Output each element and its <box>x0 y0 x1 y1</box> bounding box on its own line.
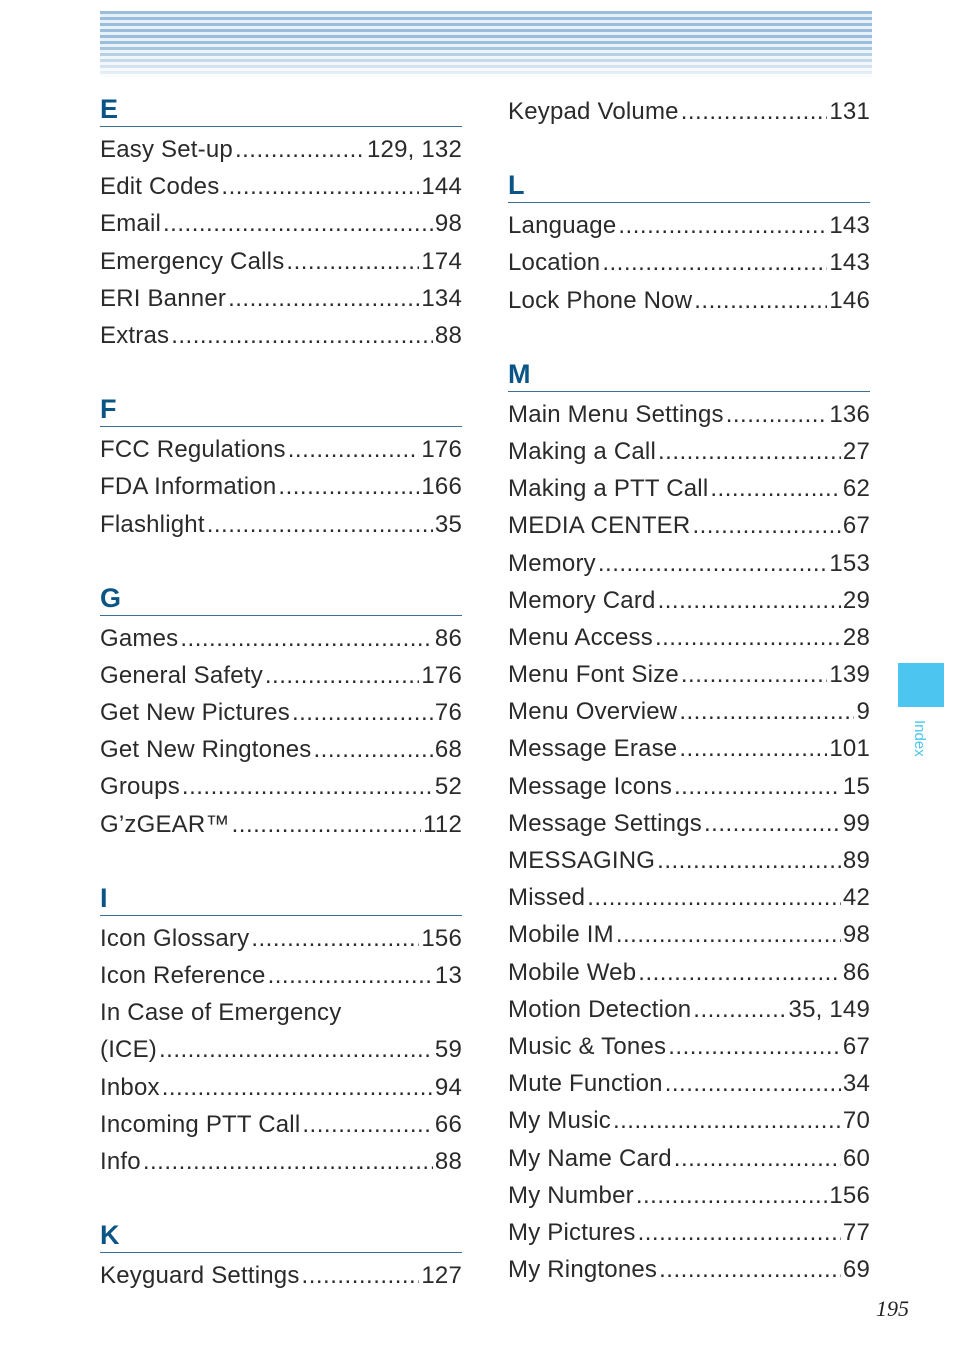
dot-leader <box>251 920 419 957</box>
index-entry-page: 112 <box>423 810 462 838</box>
index-entry-term: Missed <box>508 884 586 912</box>
index-entry <box>508 1140 870 1177</box>
index-section <box>100 92 462 354</box>
dot-leader <box>182 768 433 805</box>
index-entry <box>508 282 870 319</box>
index-entry-term: Music & Tones <box>508 1032 667 1060</box>
index-entry <box>508 1065 870 1102</box>
index-entry-term: Language <box>508 212 617 240</box>
dot-leader <box>668 1028 841 1065</box>
index-entry <box>508 1102 870 1139</box>
index-entry <box>508 842 870 879</box>
index-entry-page: 139 <box>829 661 870 689</box>
dot-leader <box>692 507 840 544</box>
dot-leader <box>618 207 827 244</box>
dot-leader <box>180 620 433 657</box>
index-entry-page: 156 <box>421 924 462 952</box>
dot-leader <box>143 1143 433 1180</box>
index-entry <box>100 243 462 280</box>
index-entry-page: 143 <box>829 212 870 240</box>
dot-leader <box>163 205 433 242</box>
section-letter-heading: E <box>100 92 462 127</box>
index-section <box>508 93 870 130</box>
index-entry-term: Mobile IM <box>508 921 614 949</box>
index-entry-page: 59 <box>434 1036 462 1064</box>
dot-leader <box>159 1031 433 1068</box>
dot-leader <box>638 1214 841 1251</box>
index-entry <box>100 1257 462 1294</box>
index-entry-page: 94 <box>434 1073 462 1101</box>
index-entry-term: My Number <box>508 1181 634 1209</box>
index-entry-term: Incoming PTT Call <box>100 1110 301 1138</box>
index-entry-page: 86 <box>434 624 462 652</box>
dot-leader <box>704 805 841 842</box>
index-entry-term: Menu Overview <box>508 698 678 726</box>
header-banner <box>100 11 872 77</box>
index-entry <box>508 244 870 281</box>
index-entry-page: 15 <box>842 772 870 800</box>
index-entry-term: Making a PTT Call <box>508 475 709 503</box>
dot-leader <box>674 1140 841 1177</box>
index-entry-term: Emergency Calls <box>100 247 285 275</box>
index-entry <box>100 431 462 468</box>
index-entry <box>508 545 870 582</box>
index-entry <box>508 433 870 470</box>
index-entry-page: 176 <box>421 436 462 464</box>
index-entry-term: G’zGEAR™ <box>100 810 230 838</box>
index-entry-page: 70 <box>842 1107 870 1135</box>
index-entry-page: 127 <box>421 1262 462 1290</box>
index-entry <box>100 620 462 657</box>
index-entry-page: 144 <box>421 173 462 201</box>
index-entry-term: Mobile Web <box>508 958 637 986</box>
index-entry-term: Location <box>508 249 601 277</box>
index-entry-term: Message Erase <box>508 735 678 763</box>
index-entry-page: 166 <box>421 473 462 501</box>
index-entry <box>100 657 462 694</box>
index-entry <box>100 205 462 242</box>
index-entry <box>100 1143 462 1180</box>
index-entry-page: 76 <box>434 699 462 727</box>
index-entry-page: 62 <box>842 475 870 503</box>
index-entry <box>508 619 870 656</box>
dot-leader <box>657 842 841 879</box>
dot-leader <box>659 1251 841 1288</box>
index-entry <box>100 280 462 317</box>
index-section <box>100 881 462 1180</box>
section-letter-heading: M <box>508 357 870 392</box>
dot-leader <box>613 1102 841 1139</box>
index-entry <box>508 396 870 433</box>
section-letter-heading: G <box>100 581 462 616</box>
index-entry-term: Email <box>100 210 162 238</box>
index-entry-page: 27 <box>842 437 870 465</box>
dot-leader <box>302 1257 420 1294</box>
index-entry-term: Main Menu Settings <box>508 400 724 428</box>
dot-leader <box>658 433 841 470</box>
index-entry <box>508 693 870 730</box>
index-entry-page: 52 <box>434 773 462 801</box>
index-entry-page: 136 <box>829 400 870 428</box>
index-entry-page: 35, 149 <box>788 995 870 1023</box>
index-entry-term: (ICE) <box>100 1036 157 1064</box>
index-entry <box>100 131 462 168</box>
index-entry <box>508 1214 870 1251</box>
index-entry-term: Message Icons <box>508 772 673 800</box>
side-tab-label: Index <box>911 720 928 757</box>
index-entry-page: 67 <box>842 1032 870 1060</box>
index-entry <box>100 1069 462 1106</box>
index-section <box>100 1218 462 1294</box>
index-entry-term: Easy Set-up <box>100 136 233 163</box>
index-entry-page: 60 <box>842 1144 870 1172</box>
dot-leader <box>674 768 841 805</box>
index-tab-marker <box>898 663 944 707</box>
index-entry <box>100 317 462 354</box>
index-entry-page: 89 <box>842 847 870 874</box>
index-entry <box>508 1177 870 1214</box>
dot-leader <box>602 244 827 281</box>
index-entry-page: 13 <box>434 962 462 989</box>
dot-leader <box>235 131 365 168</box>
index-entry <box>508 879 870 916</box>
page-number: 195 <box>876 1296 909 1321</box>
dot-leader <box>292 694 433 731</box>
index-entry-page: 129, 132 <box>366 136 462 163</box>
index-entry-page: 67 <box>842 512 870 540</box>
index-column-left <box>100 92 462 1332</box>
index-entry-page: 66 <box>434 1110 462 1138</box>
index-section <box>508 357 870 1289</box>
dot-leader <box>679 730 827 767</box>
index-section <box>100 392 462 543</box>
dot-leader <box>655 619 841 656</box>
index-entry-term: Memory <box>508 549 596 577</box>
index-entry <box>508 954 870 991</box>
index-entry-page: 98 <box>842 921 870 949</box>
dot-leader <box>658 582 841 619</box>
index-entry <box>508 1251 870 1288</box>
dot-leader <box>616 916 841 953</box>
index-entry <box>508 507 870 544</box>
dot-leader <box>636 1177 828 1214</box>
index-entry-page: 146 <box>829 286 870 314</box>
index-entry <box>100 168 462 205</box>
dot-leader <box>694 282 827 319</box>
index-entry <box>508 730 870 767</box>
index-entry <box>508 470 870 507</box>
dot-leader <box>228 280 419 317</box>
index-entry <box>100 468 462 505</box>
index-entry-page: 9 <box>856 698 870 726</box>
index-entry-term: Keyguard Settings <box>100 1262 300 1290</box>
dot-leader <box>638 954 841 991</box>
index-entry <box>508 656 870 693</box>
dot-leader <box>171 317 433 354</box>
index-entry-page: 176 <box>421 661 462 689</box>
section-letter-heading: F <box>100 392 462 427</box>
index-entry <box>100 920 462 957</box>
index-column-right <box>508 92 870 1326</box>
index-entry-term: Flashlight <box>100 510 205 538</box>
index-entry-page: 29 <box>842 586 870 614</box>
section-letter-heading: K <box>100 1218 462 1253</box>
index-entry <box>508 991 870 1028</box>
dot-leader <box>207 506 433 543</box>
dot-leader <box>665 1065 841 1102</box>
index-entry-term: Lock Phone Now <box>508 286 693 314</box>
index-entry-page: 69 <box>842 1256 870 1284</box>
index-entry-page: 28 <box>842 623 870 651</box>
index-entry-term: Inbox <box>100 1073 160 1101</box>
index-entry-term: Mute Function <box>508 1070 663 1098</box>
index-entry <box>508 582 870 619</box>
dot-leader <box>681 656 827 693</box>
index-entry-term: Icon Glossary <box>100 924 250 952</box>
index-entry <box>508 916 870 953</box>
index-entry-page: 134 <box>421 284 462 312</box>
index-entry-page: 88 <box>434 321 462 349</box>
section-letter-heading: I <box>100 881 462 916</box>
index-entry <box>508 93 870 130</box>
index-entry-term: Message Settings <box>508 809 702 837</box>
index-entry-term: FDA Information <box>100 473 277 501</box>
index-entry-term: ERI Banner <box>100 284 227 312</box>
index-entry-page: 68 <box>434 736 462 764</box>
index-entry-page: 153 <box>829 549 870 577</box>
section-letter-heading: L <box>508 168 870 203</box>
index-entry-term: Making a Call <box>508 437 656 465</box>
index-entry <box>100 957 462 994</box>
index-entry <box>100 806 462 843</box>
dot-leader <box>587 879 841 916</box>
index-entry-page: 174 <box>421 247 462 275</box>
index-entry-page: 34 <box>842 1070 870 1098</box>
index-entry <box>508 805 870 842</box>
index-entry <box>100 694 462 731</box>
index-entry-term: Games <box>100 624 179 652</box>
index-entry <box>100 1106 462 1143</box>
dot-leader <box>679 693 854 730</box>
dot-leader <box>232 806 422 843</box>
dot-leader <box>314 731 433 768</box>
dot-leader <box>265 657 419 694</box>
dot-leader <box>162 1069 433 1106</box>
index-entry-page: 35 <box>434 510 462 538</box>
index-entry-term: My Pictures <box>508 1218 636 1246</box>
index-entry <box>508 207 870 244</box>
dot-leader <box>302 1106 433 1143</box>
index-entry-term: FCC Regulations <box>100 436 286 464</box>
index-entry-page: 77 <box>842 1218 870 1246</box>
dot-leader <box>286 243 419 280</box>
index-entry-term: My Name Card <box>508 1144 672 1172</box>
index-entry-page: 98 <box>434 210 462 238</box>
dot-leader <box>681 93 828 130</box>
index-section <box>508 168 870 319</box>
index-section <box>100 581 462 843</box>
index-entry-term: My Ringtones <box>508 1256 658 1284</box>
dot-leader <box>278 468 419 505</box>
index-entry <box>100 1031 462 1068</box>
dot-leader <box>693 991 786 1028</box>
dot-leader <box>288 431 420 468</box>
dot-leader <box>268 957 433 994</box>
index-entry-term: Extras <box>100 321 170 349</box>
index-entry-term: Keypad Volume <box>508 98 679 125</box>
index-entry-term: Edit Codes <box>100 173 220 201</box>
index-entry-page: 99 <box>842 809 870 837</box>
dot-leader <box>221 168 419 205</box>
index-entry-term: Get New Pictures <box>100 699 290 727</box>
index-entry-term: Menu Font Size <box>508 661 679 689</box>
index-entry <box>100 768 462 805</box>
index-entry-term: General Safety <box>100 661 263 689</box>
index-entry-term: Info <box>100 1147 141 1175</box>
index-entry-term: My Music <box>508 1107 611 1135</box>
dot-leader <box>710 470 841 507</box>
index-entry-term: In Case of Emergency <box>100 999 342 1027</box>
index-entry-page: 101 <box>829 735 870 763</box>
index-entry-term: Memory Card <box>508 586 656 614</box>
index-entry-term: Menu Access <box>508 623 653 651</box>
index-entry-page: 156 <box>829 1181 870 1209</box>
index-entry <box>100 731 462 768</box>
index-entry <box>100 506 462 543</box>
index-entry-page: 42 <box>842 884 870 912</box>
index-entry-term: Get New Ringtones <box>100 736 312 764</box>
dot-leader <box>598 545 827 582</box>
dot-leader <box>726 396 828 433</box>
index-entry-page: 86 <box>842 958 870 986</box>
index-entry-term: MEDIA CENTER <box>508 512 691 540</box>
index-entry-page: 143 <box>829 249 870 277</box>
index-entry <box>508 768 870 805</box>
index-entry-page: 88 <box>434 1147 462 1175</box>
index-entry-term: Icon Reference <box>100 962 266 989</box>
index-entry-term: Motion Detection <box>508 995 692 1023</box>
index-entry-page: 131 <box>829 98 870 125</box>
index-entry-term: Groups <box>100 773 180 801</box>
index-entry <box>508 1028 870 1065</box>
index-entry <box>100 994 462 1031</box>
index-entry-term: MESSAGING <box>508 847 656 874</box>
